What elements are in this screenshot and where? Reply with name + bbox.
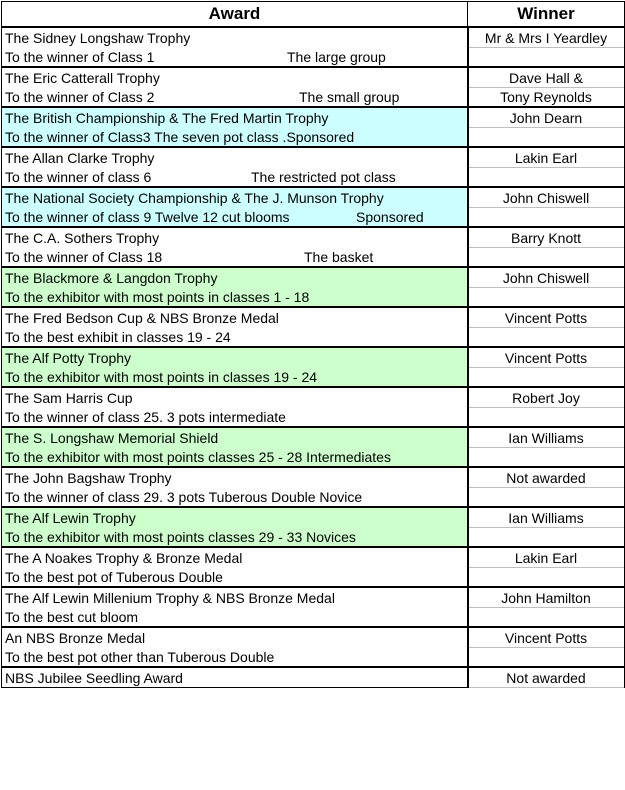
award-row-title [2, 267, 625, 288]
winner-name: Robert Joy [468, 387, 625, 408]
award-title: The C.A. Sothers Trophy [2, 227, 468, 248]
award-row-description [2, 248, 625, 268]
award-description: To the exhibitor with most points classes 29 - 33 Novices [5, 528, 356, 545]
winner-name: Vincent Potts [468, 307, 625, 328]
winner-name-line2 [468, 368, 625, 388]
award-description: To the exhibitor with most points classes 25 - 28 Intermediates [5, 448, 391, 465]
award-description-cell [2, 128, 468, 148]
award-description: To the best cut bloom [5, 608, 139, 625]
winner-name: Ian Williams [468, 507, 625, 528]
winner-name-line2 [468, 128, 625, 148]
award-description: To the best exhibit in classes 19 - 24 [5, 328, 231, 345]
winner-name-line2 [468, 488, 625, 508]
award-description-cell [2, 328, 468, 348]
award-description-cell [2, 408, 468, 428]
award-class-note: Sponsored [356, 208, 424, 225]
award-description: To the exhibitor with most points in classes 19 - 24 [5, 368, 318, 385]
award-description-cell [2, 448, 468, 468]
award-description: To the winner of Class 18 [5, 248, 163, 265]
winner-name-line2 [468, 608, 625, 628]
award-title: The Eric Catterall Trophy [2, 67, 468, 88]
winner-name-line2 [468, 328, 625, 348]
winner-column-header: Winner [468, 2, 625, 28]
winner-name-line2 [468, 448, 625, 468]
award-row-title [2, 27, 625, 48]
winner-name-line2 [468, 208, 625, 228]
winner-name-line2: Tony Reynolds [468, 88, 625, 108]
award-class-note: The large group [287, 48, 386, 65]
award-row-description [2, 568, 625, 588]
header-row [2, 2, 625, 28]
winner-name-line2 [468, 288, 625, 308]
winner-name-line2 [468, 168, 625, 188]
award-row-description [2, 288, 625, 308]
award-row-title [2, 427, 625, 448]
award-row-description [2, 488, 625, 508]
award-row-description [2, 48, 625, 68]
award-row-description [2, 528, 625, 548]
award-row-description [2, 448, 625, 468]
award-description: To the winner of Class3 The seven pot class .Sponsored [5, 128, 355, 145]
award-title: The Sidney Longshaw Trophy [2, 27, 468, 48]
award-description-cell [2, 608, 468, 628]
award-description: To the winner of class 9 Twelve 12 cut blooms [5, 208, 290, 225]
award-description-cell [2, 288, 468, 308]
award-description: To the winner of class 6 [5, 168, 152, 185]
award-title: The Sam Harris Cup [2, 387, 468, 408]
award-row-title [2, 507, 625, 528]
award-row-description [2, 88, 625, 108]
award-title: The John Bagshaw Trophy [2, 467, 468, 488]
winner-name-line2 [468, 408, 625, 428]
award-class-note: The basket [304, 248, 374, 265]
award-description-cell [2, 528, 468, 548]
award-title: The S. Longshaw Memorial Shield [2, 427, 468, 448]
winner-name: Lakin Earl [468, 547, 625, 568]
award-title: NBS Jubilee Seedling Award [2, 667, 468, 688]
winner-name: Vincent Potts [468, 627, 625, 648]
winner-name: Not awarded [468, 467, 625, 488]
award-title: The Fred Bedson Cup & NBS Bronze Medal [2, 307, 468, 328]
award-description: To the winner of class 25. 3 pots intermediate [5, 408, 286, 425]
award-title: The A Noakes Trophy & Bronze Medal [2, 547, 468, 568]
award-description-cell [2, 48, 468, 68]
award-title: The British Championship & The Fred Martin Trophy [2, 107, 468, 128]
award-row-description [2, 368, 625, 388]
winner-name: Lakin Earl [468, 147, 625, 168]
winner-name: John Chiswell [468, 187, 625, 208]
winner-name: John Hamilton [468, 587, 625, 608]
award-row-title [2, 627, 625, 648]
award-description: To the best pot other than Tuberous Double [5, 648, 275, 665]
award-description: To the winner of Class 1 [5, 48, 155, 65]
award-row-title [2, 227, 625, 248]
winner-name: Vincent Potts [468, 347, 625, 368]
award-row-title [2, 587, 625, 608]
winner-name: Ian Williams [468, 427, 625, 448]
award-description-cell [2, 568, 468, 588]
award-description: To the winner of Class 2 [5, 88, 155, 105]
award-row-title [2, 107, 625, 128]
winner-name-line2 [468, 48, 625, 68]
award-class-note: The small group [299, 88, 400, 105]
award-row-title [2, 667, 625, 688]
award-row-description [2, 648, 625, 668]
winner-name-line2 [468, 248, 625, 268]
award-description-cell [2, 368, 468, 388]
award-description-cell [2, 648, 468, 668]
award-row-title [2, 387, 625, 408]
award-description-cell [2, 168, 468, 188]
winner-name: Dave Hall & [468, 67, 625, 88]
award-row-title [2, 467, 625, 488]
award-description-cell [2, 488, 468, 508]
winner-name: Not awarded [468, 667, 625, 688]
award-row-title [2, 307, 625, 328]
award-row-description [2, 168, 625, 188]
awards-table [1, 1, 625, 688]
award-row-description [2, 408, 625, 428]
award-description-cell [2, 88, 468, 108]
award-description: To the exhibitor with most points in classes 1 - 18 [5, 288, 310, 305]
award-title: The Allan Clarke Trophy [2, 147, 468, 168]
award-description-cell [2, 248, 468, 268]
award-row-description [2, 328, 625, 348]
award-column-header: Award [2, 2, 468, 28]
award-description-cell [2, 208, 468, 228]
winner-name-line2 [468, 568, 625, 588]
award-title: The Blackmore & Langdon Trophy [2, 267, 468, 288]
award-row-title [2, 547, 625, 568]
winner-name: Mr & Mrs I Yeardley [468, 27, 625, 48]
award-row-description [2, 128, 625, 148]
award-title: The Alf Lewin Trophy [2, 507, 468, 528]
award-row-title [2, 347, 625, 368]
award-row-title [2, 67, 625, 88]
award-title: An NBS Bronze Medal [2, 627, 468, 648]
award-row-description [2, 208, 625, 228]
winner-name-line2 [468, 528, 625, 548]
winner-name: John Dearn [468, 107, 625, 128]
award-row-description [2, 608, 625, 628]
award-description: To the best pot of Tuberous Double [5, 568, 223, 585]
award-title: The Alf Potty Trophy [2, 347, 468, 368]
winner-name: John Chiswell [468, 267, 625, 288]
winner-name: Barry Knott [468, 227, 625, 248]
award-title: The National Society Championship & The J. Munson Trophy [2, 187, 468, 208]
award-row-title [2, 147, 625, 168]
award-description: To the winner of class 29. 3 pots Tuberous Double Novice [5, 488, 363, 505]
award-title: The Alf Lewin Millenium Trophy & NBS Bronze Medal [2, 587, 468, 608]
award-class-note: The restricted pot class [251, 168, 396, 185]
winner-name-line2 [468, 648, 625, 668]
award-row-title [2, 187, 625, 208]
